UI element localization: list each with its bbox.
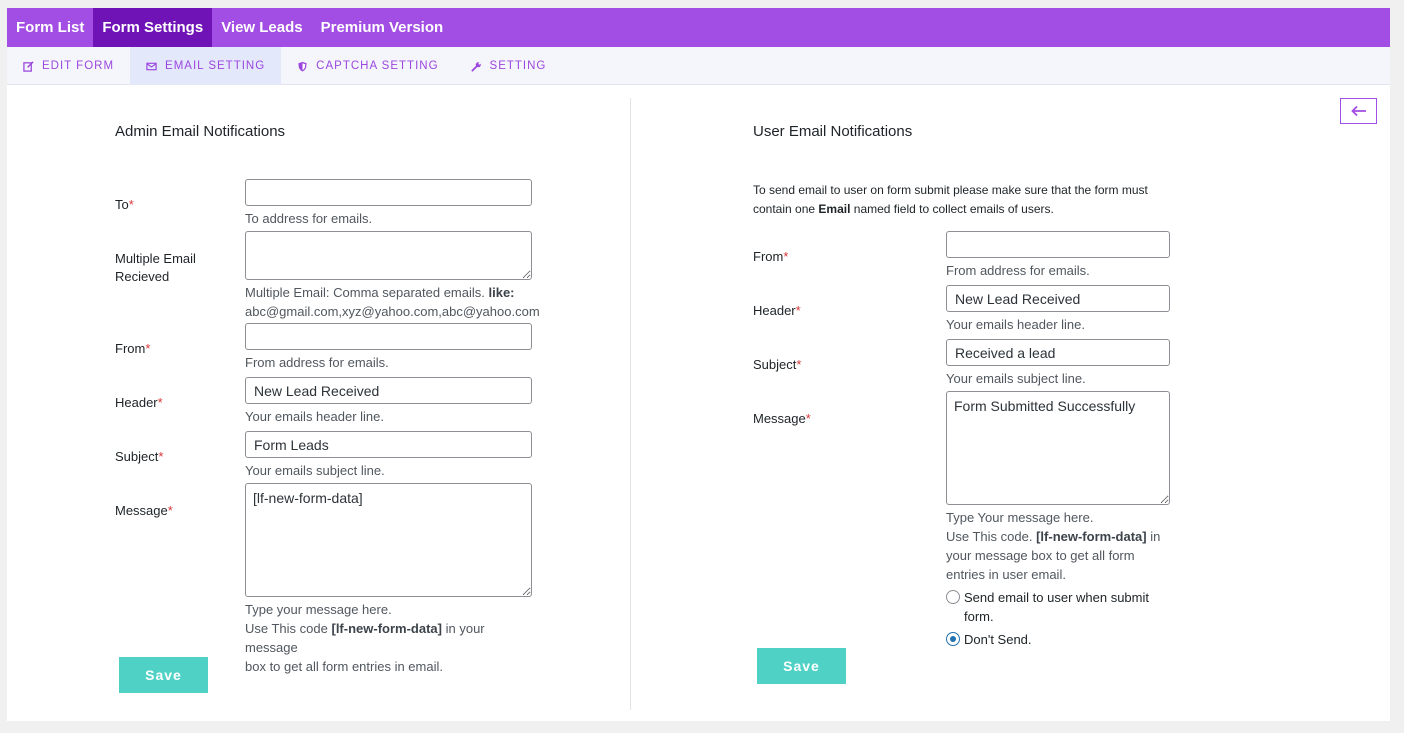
admin-header-help: Your emails header line. — [245, 409, 384, 424]
admin-to-label: To* — [115, 197, 134, 212]
subtab-setting-label: SETTING — [489, 60, 547, 72]
user-from-input[interactable] — [946, 231, 1170, 258]
subtab-captcha-setting[interactable] — [281, 47, 454, 85]
admin-header-input[interactable] — [245, 377, 532, 404]
app-container — [7, 8, 1390, 721]
admin-message-label: Message* — [115, 503, 173, 518]
tab-view-leads[interactable]: View Leads — [221, 19, 303, 36]
subtab-email-setting[interactable] — [130, 47, 281, 85]
admin-save-button[interactable]: Save — [119, 657, 208, 693]
subtab-setting[interactable] — [455, 47, 563, 85]
tab-premium-version[interactable]: Premium Version — [320, 19, 444, 36]
user-save-button[interactable]: Save — [757, 648, 846, 684]
user-subject-input[interactable] — [946, 339, 1170, 366]
user-note: To send email to user on form submit please make sure that the form must contain one Email named field to collect emails of users. — [753, 183, 1148, 216]
user-subject-label: Subject* — [753, 357, 802, 372]
admin-subject-input[interactable] — [245, 431, 532, 458]
top-nav — [7, 8, 1390, 47]
edit-icon — [23, 61, 34, 72]
admin-to-input[interactable] — [245, 179, 532, 206]
user-from-help: From address for emails. — [946, 263, 1090, 278]
admin-subject-label: Subject* — [115, 449, 164, 464]
user-from-label: From* — [753, 249, 789, 264]
user-header-help: Your emails header line. — [946, 317, 1085, 332]
radio-send-email[interactable] — [946, 588, 1186, 626]
admin-panel-title: Admin Email Notifications — [115, 123, 286, 140]
user-panel-title: User Email Notifications — [753, 123, 913, 140]
subtab-edit-form[interactable] — [7, 47, 130, 85]
admin-subject-help: Your emails subject line. — [245, 463, 385, 478]
admin-from-input[interactable] — [245, 323, 532, 350]
admin-multiple-help: Multiple Email: Comma separated emails. like: abc@gmail.com,xyz@yahoo.com,abc@yahoo.com — [245, 285, 540, 319]
sub-nav — [7, 47, 1390, 85]
admin-from-help: From address for emails. — [245, 355, 389, 370]
arrow-left-icon — [1350, 105, 1368, 117]
user-message-label: Message* — [753, 411, 811, 426]
user-message-textarea[interactable] — [946, 391, 1170, 505]
user-subject-help: Your emails subject line. — [946, 371, 1086, 386]
back-button[interactable] — [1340, 98, 1377, 124]
user-header-input[interactable] — [946, 285, 1170, 312]
admin-to-help: To address for emails. — [245, 211, 373, 226]
admin-multiple-textarea[interactable] — [245, 231, 532, 280]
radio-send-email-label: Send email to user when submit form. — [964, 590, 1149, 624]
envelope-icon — [146, 61, 157, 72]
user-header-label: Header* — [753, 303, 801, 318]
subtab-captcha-setting-label: CAPTCHA SETTING — [316, 60, 439, 72]
radio-dont-send-circle[interactable] — [946, 632, 960, 646]
user-message-help: Type Your message here. Use This code. [lf-new-form-data] in your message box to get all form entries in user email. — [946, 510, 1161, 582]
admin-message-help: Type your message here. Use This code [lf-new-form-data] in your message box to get all form entries in email. — [245, 602, 485, 674]
radio-dont-send[interactable] — [946, 630, 1032, 649]
admin-header-label: Header* — [115, 395, 163, 410]
radio-dont-send-label: Don't Send. — [964, 632, 1032, 647]
subtab-email-setting-label: EMAIL SETTING — [165, 60, 266, 72]
admin-from-label: From* — [115, 341, 151, 356]
subtab-edit-form-label: EDIT FORM — [42, 60, 115, 72]
wrench-icon — [471, 61, 482, 72]
tab-form-list[interactable]: Form List — [16, 19, 85, 36]
admin-message-textarea[interactable] — [245, 483, 532, 597]
radio-send-email-circle[interactable] — [946, 590, 960, 604]
tab-form-settings[interactable]: Form Settings — [93, 8, 212, 47]
column-divider — [630, 98, 631, 710]
admin-multiple-label: Multiple Email Recieved — [115, 251, 196, 284]
shield-icon — [297, 61, 308, 72]
